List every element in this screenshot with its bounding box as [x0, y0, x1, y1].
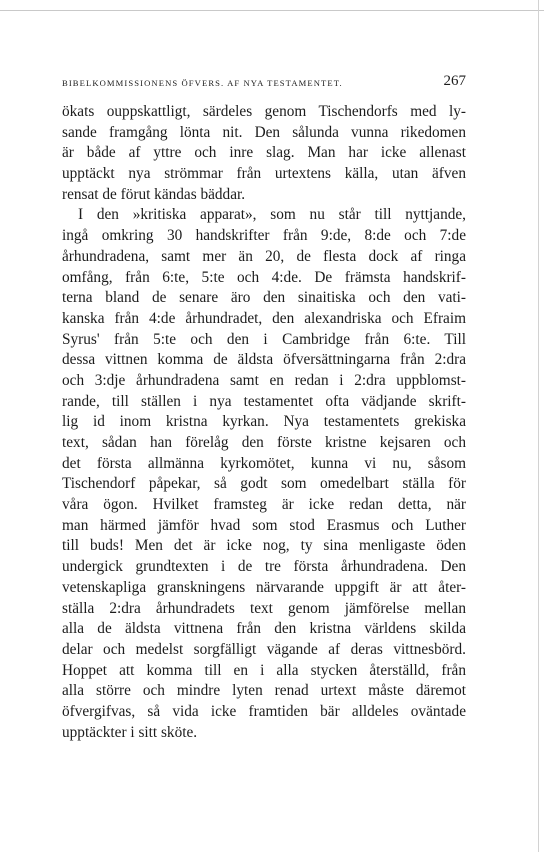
text-line: öfvergifvas, så vida icke framtiden bär alldeles oväntade — [62, 702, 466, 720]
text-line: århundradena, samt mer än 20, de flesta dock af ringa — [62, 247, 466, 265]
text-line: våra ögon. Hvilket framsteg är icke redan detta, när — [62, 496, 466, 514]
text-line: det första allmänna kyrkomötet, kunna vi nu, såsom — [62, 454, 466, 472]
text-line: man härmed jämför hvad som stod Erasmus och Luther — [62, 516, 466, 534]
page-number: 267 — [443, 73, 466, 89]
text-line: text, sådan han förelåg den förste kristne kejsaren och — [62, 434, 466, 451]
text-line: ökats ouppskattligt, särdeles genom Tischendorfs med ly- — [62, 103, 466, 120]
text-line: är både af yttre och inre slag. Man har icke allenast — [62, 144, 466, 162]
text-line: terna bland de senare äro den sinaitiska och den vati- — [62, 289, 466, 307]
text-line: ingå omkring 30 handskrifter från 9:de, 8:de och 7:de — [62, 227, 466, 245]
text-line: rande, till ställen i nya testamentet ofta vädjande skrift- — [62, 392, 466, 410]
text-line: och 3:dje århundradena samt en redan i 2:dra uppblomst- — [62, 371, 466, 389]
scan-border-right — [538, 0, 539, 852]
text-line: undergick grundtexten i de tre första århundradena. Den — [62, 558, 466, 576]
text-line: sande framgång lönta nit. Den sålunda vunna rikedomen — [62, 123, 466, 141]
body-text — [62, 102, 466, 743]
text-line: Hoppet att komma till en i alla stycken återställd, från — [62, 661, 466, 679]
text-line: upptäckt nya strömmar från urtextens källa, utan äfven — [62, 165, 466, 183]
text-line: vetenskapliga granskningens närvarande uppgift är att åter- — [62, 578, 466, 596]
text-line: kanska från 4:de århundradet, den alexandriska och Efraim — [62, 309, 466, 327]
text-line: ställa 2:dra århundradets text genom jämförelse mellan — [62, 599, 466, 617]
scan-border-top — [0, 10, 544, 11]
text-line: Tischendorf påpekar, så godt som omedelbart ställa för — [62, 475, 466, 493]
running-title: BIBELKOMMISSIONENS ÖFVERS. AF NYA TESTAMENTET. — [62, 78, 343, 88]
text-line: rensat de förut kändas bäddar. — [62, 185, 246, 203]
text-line: dessa vittnen komma de äldsta öfversättningarna från 2:dra — [62, 351, 466, 369]
text-line: upptäckter i sitt sköte. — [62, 723, 198, 741]
text-line: Syrus' från 5:te och den i Cambridge från 6:te. Till — [62, 330, 466, 348]
text-line: omfång, från 6:te, 5:te och 4:de. De främsta handskrif- — [62, 268, 466, 286]
text-line: alla större och mindre lyten renad urtext måste däremot — [62, 682, 466, 700]
text-line: till buds! Men det är icke nog, ty sina menligaste öden — [62, 537, 466, 555]
running-header — [62, 70, 466, 94]
text-line: lig id inom kristna kyrkan. Nya testamentets grekiska — [62, 413, 466, 431]
text-line: delar och medelst sorgfälligt vägande af deras vittnesbörd. — [62, 640, 466, 658]
book-page — [62, 70, 466, 743]
text-line: I den »kritiska apparat», som nu står till nyttjande, — [78, 206, 466, 224]
text-line: alla de äldsta vittnena från den kristna världens skilda — [62, 620, 466, 638]
